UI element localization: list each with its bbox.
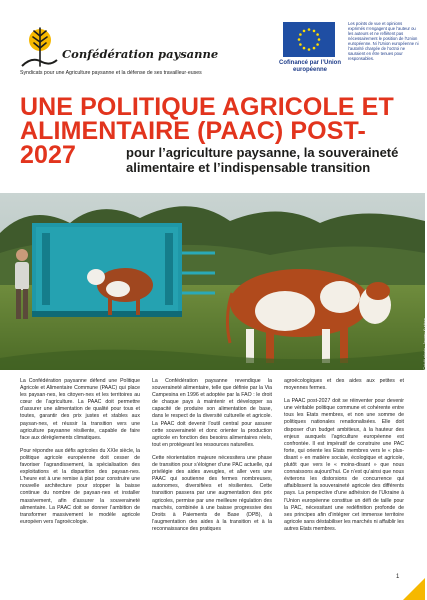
eu-disclaimer: Les points de vue et opinions exprimés n’engagent que l’auteur ou les auteurs et ne reflètent pas nécessairement le position de l’Union européenne. Ni l’Union européenne ni l’autorité chargée de l’octroi ne sauraient en être tenues pour responsables. <box>348 21 419 61</box>
body-column-2 <box>152 378 272 539</box>
confederation-paysanne-logo <box>20 22 219 77</box>
paragraph: La Confédération paysanne défend une Politique Agricole et Alimentaire Commune (PAAC) qui place les paysan·nes, les citoyen·nes et les territoires au cœur de l’agriculture. La PAAC doit permettre d’assurer une alimentation de qualité pour tous et toutes, garantir des prix justes et stables aux paysan·nes, et réussir la transition vers une agriculture paysanne résiliente, capable de faire face aux dérèglements climatiques. <box>20 378 140 441</box>
page-subtitle: pour l’agriculture paysanne, la souveraineté alimentaire et l’indispensable transition <box>126 145 399 175</box>
sun-wheat-icon <box>20 22 58 68</box>
yellow-corner-decoration <box>403 578 425 600</box>
paragraph: agroécologiques et des aides aux petites et moyennes fermes. <box>284 378 404 392</box>
paragraph: La PAAC post-2027 doit se réinventer pour devenir une véritable politique commune et cohérente entre tous les Etats membres, et non une somme de politiques nationales renationalisées. Elle doit disposer d’un budget ambitieux, à la hauteur des enjeux auxquels l’agriculture européenne est confrontée. Il est impératif de construire une PAC forte, qui oriente les Etats membres vers le « plus-disant » en matière sociale, écologique et agricole, plutôt que vers le « moins-disant » que nous connaissons aujourd’hui. Ce n’est qu’ainsi que nous éviterons les distorsions de concurrence qui affaiblissent la souveraineté agricole des différents pays. La perspective d’une adhésion de l’Ukraine à l’Union européenne constitue un défi de taille pour la PAC, nécessitant une redéfinition profonde de ses principes afin d’intégrer cet immense territoire agricole sans déstabiliser les marchés ni affaiblir les autres Etats membres. <box>284 398 404 532</box>
farm-photo <box>0 193 425 370</box>
eu-flag-icon <box>283 22 335 57</box>
paragraph: La Confédération paysanne revendique la souveraineté alimentaire, telle que définie par la Via Campesina en 1996 et adoptée par la FAO : le droit de chaque pays à maintenir et développer sa capacité de produire son alimentation de base, dans le respect de la diversité culturelle et agricole. La PAAC doit devenir l’outil central pour assurer cette souveraineté et donc orienter la production agricole en fonction des besoins alimentaires réels, tout en protégeant les ressources naturelles. <box>152 378 272 448</box>
body-column-3 <box>284 378 404 539</box>
paragraph: Pour répondre aux défis agricoles du XXIe siècle, la politique agricole européenne doit cesser de favoriser l’agrandissement, la spécialisation des exploitations et la disparition des paysan·nes. L’heure est à une remise à plat pour construire une nouvelle architecture pour stopper la baisse continue du nombre de paysan·nes et installer massivement, afin d’assurer la souveraineté alimentaire. La PAAC doit se donner l’ambition de transformer massivement le modèle agricole européen vers l’agroécologie. <box>20 447 140 525</box>
org-name: Confédération paysanne <box>62 47 219 61</box>
body-column-1 <box>20 378 140 532</box>
org-tagline: Syndicats pour une Agriculture paysanne et la défense de ses travailleur·euses <box>20 70 202 76</box>
page-title: UNE POLITIQUE AGRICOLE ET ALIMENTAIRE (PAAC) POST-2027 <box>20 93 394 169</box>
paragraph: Cette réorientation majeure nécessitera une phase de transition pour s’éloigner d’une PAC actuelle, qui privilégie des aides aveugles, et aller vers une PAAC qui soutienne des fermes nombreuses, autonomes, diversifiées et résilientes. Cette transition passera par une augmentation des prix agricoles, permise par une meilleure régulation des marchés, combinée à une baisse progressive des Droits à Paiements de Base (DPB), à l’augmentation des aides à la transition et à la reconnaissance des pratiques <box>152 454 272 532</box>
page-number: 1 <box>396 574 400 580</box>
photo-credit: Crédit photo : Jeroen Kuyken <box>422 318 427 370</box>
eu-cofinance-label: Cofinancé par l’Union européenne <box>278 60 341 74</box>
